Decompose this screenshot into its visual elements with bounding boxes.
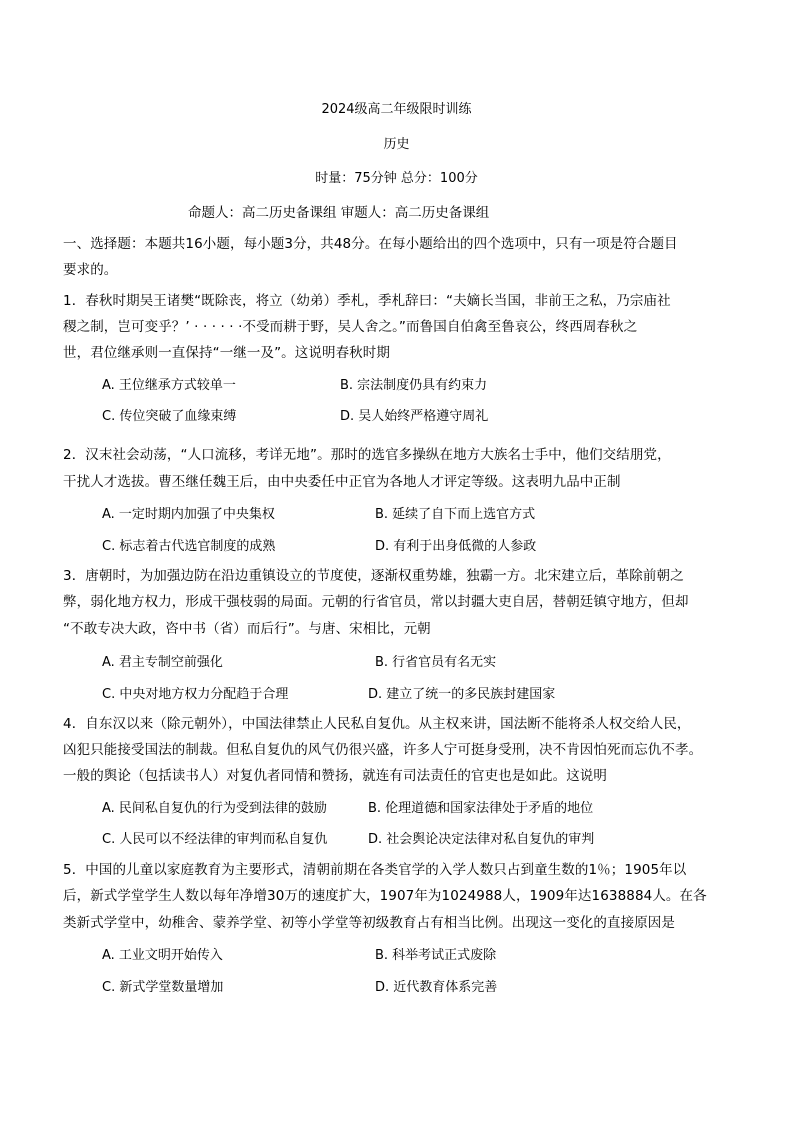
question-2-option-a[interactable]: A. 一定时期内加强了中央集权	[102, 507, 275, 522]
exam-title: 2024级高二年级限时训练	[321, 102, 472, 117]
question-3-text: 弊，弱化地方权力，形成干强枝弱的局面。元朝的行省官员，常以封疆大吏自居，替朝廷镇守地方，但却	[63, 594, 689, 610]
question-4-text: 一般的舆论（包括读书人）对复仇者同情和赞扬，就连有司法责任的官吏也是如此。这说明	[63, 768, 607, 784]
question-4-option-c[interactable]: C. 人民可以不经法律的审判而私自复仇	[102, 832, 328, 847]
question-3-text: 3．唐朝时，为加强边防在沿边重镇设立的节度使，逐渐权重势雄，独霸一方。北宋建立后，革除前朝之	[63, 568, 684, 584]
exam-authors: 命题人：高二历史备课组 审题人：高二历史备课组	[188, 205, 490, 221]
question-3-option-b[interactable]: B. 行省官员有名无实	[375, 655, 497, 670]
question-1-text: 世，君位继承则一直保持“一继一及”。这说明春秋时期	[63, 345, 390, 361]
question-2-option-c[interactable]: C. 标志着古代选官制度的成熟	[102, 539, 276, 554]
question-3-option-a[interactable]: A. 君主专制空前强化	[102, 655, 223, 670]
question-1-option-b[interactable]: B. 宗法制度仍具有约束力	[340, 378, 488, 393]
question-5-option-d[interactable]: D. 近代教育体系完善	[375, 980, 498, 995]
question-3-option-c[interactable]: C. 中央对地方权力分配趋于合理	[102, 687, 289, 702]
question-2-text: 2．汉末社会动荡，“人口流移，考详无地”。那时的选官多操纵在地方大族名士手中，他们交结朋党，	[63, 447, 671, 463]
question-4-option-a[interactable]: A. 民间私自复仇的行为受到法律的鼓励	[102, 801, 327, 816]
question-1-option-c[interactable]: C. 传位突破了血缘束缚	[102, 409, 237, 424]
question-5-text: 类新式学堂中，幼稚舍、蒙养学堂、初等小学堂等初级教育占有相当比例。出现这一变化的直接原因是	[63, 915, 675, 931]
question-4-text: 凶犯只能接受国法的制裁。但私自复仇的风气仍很兴盛，许多人宁可挺身受刑，决不肯因怕死而忘仇不孝。	[63, 742, 703, 758]
question-3-option-d[interactable]: D. 建立了统一的多民族封建国家	[368, 687, 556, 702]
question-5-option-b[interactable]: B. 科举考试正式废除	[375, 948, 497, 963]
question-5-text: 后，新式学堂学生人数以每年净增30万的速度扩大，1907年为1024988人，1909年达1638884人。在各	[63, 888, 707, 904]
section-instructions-cont: 要求的。	[63, 262, 118, 278]
question-3-text: “不敢专决大政，咨中书（省）而后行”。与唐、宋相比，元朝	[63, 621, 431, 637]
question-2-option-b[interactable]: B. 延续了自下而上选官方式	[375, 507, 536, 522]
question-5-text: 5．中国的儿童以家庭教育为主要形式，清朝前期在各类官学的入学人数只占到童生数的1％；1905年以	[63, 862, 687, 878]
question-2-option-d[interactable]: D. 有利于出身低微的人参政	[375, 539, 537, 554]
exam-time-score: 时量：75分钟 总分：100分	[315, 171, 478, 186]
question-4-option-d[interactable]: D. 社会舆论决定法律对私自复仇的审判	[368, 832, 595, 847]
question-4-option-b[interactable]: B. 伦理道德和国家法律处于矛盾的地位	[368, 801, 594, 816]
question-1-option-a[interactable]: A. 王位继承方式较单一	[102, 378, 236, 393]
question-5-option-c[interactable]: C. 新式学堂数量增加	[102, 980, 224, 995]
subject-title: 历史	[383, 137, 410, 152]
question-5-option-a[interactable]: A. 工业文明开始传入	[102, 948, 223, 963]
question-2-text: 干扰人才选拔。曹丕继任魏王后，由中央委任中正官为各地人才评定等级。这表明九品中正制	[63, 474, 621, 490]
question-4-text: 4．自东汉以来（除元朝外），中国法律禁止人民私自复仇。从主权来讲，国法断不能将杀人权交给人民，	[63, 716, 691, 732]
question-1-text: 1．春秋时期吴王诸樊“既除丧，将立（幼弟）季札，季札辞曰：“夫嫡长当国，非前王之私，乃宗庙社	[63, 293, 671, 309]
question-1-text: 稷之制，岂可变乎？’ · · · · · ·不受而耕于野，吴人舍之。”而鲁国自伯禽至鲁哀公，终西周春秋之	[63, 319, 638, 335]
section-instructions: 一、选择题：本题共16小题，每小题3分，共48分。在每小题给出的四个选项中，只有一项是符合题目	[63, 236, 678, 252]
question-1-option-d[interactable]: D. 吴人始终严格遵守周礼	[340, 409, 489, 424]
